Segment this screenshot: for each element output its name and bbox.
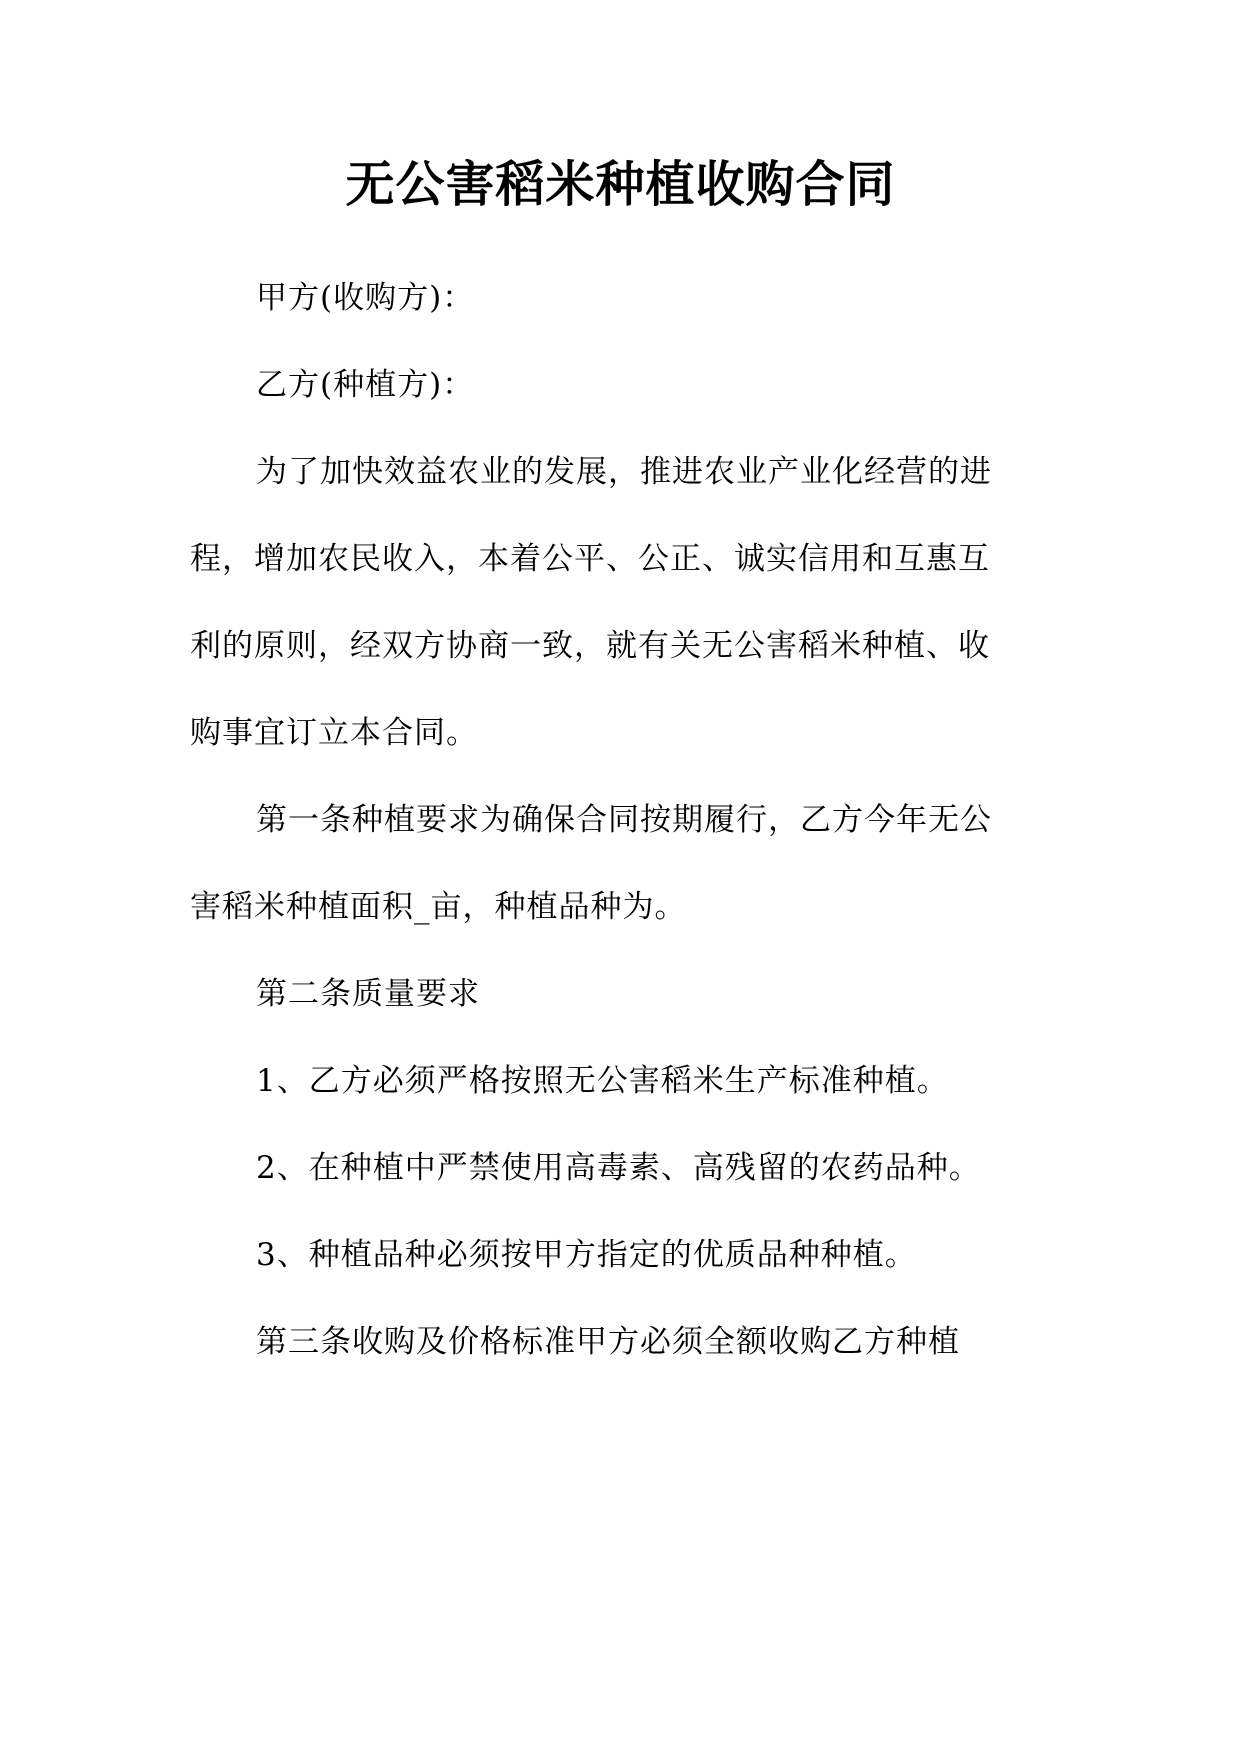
- article2-item-3: 3、种植品种必须按甲方指定的优质品种种植。: [256, 1237, 917, 1273]
- intro-line-4: 购事宜订立本合同。: [190, 715, 478, 751]
- article1-line-1: 第一条种植要求为确保合同按期履行，乙方今年无公: [256, 802, 992, 838]
- article3-line-1: 第三条收购及价格标准甲方必须全额收购乙方种植: [256, 1324, 960, 1360]
- article2-item-2: 2、在种植中严禁使用高毒素、高残留的农药品种。: [256, 1150, 981, 1186]
- document-title: 无公害稻米种植收购合同: [345, 156, 896, 213]
- article2-heading: 第二条质量要求: [256, 976, 480, 1012]
- article2-item-1: 1、乙方必须严格按照无公害稻米生产标准种植。: [256, 1063, 949, 1099]
- party-a-line: 甲方(收购方)：: [256, 280, 475, 316]
- article1-line-2: 害稻米种植面积_亩，种植品种为。: [190, 889, 687, 925]
- intro-line-2: 程，增加农民收入，本着公平、公正、诚实信用和互惠互: [190, 541, 990, 577]
- intro-line-1: 为了加快效益农业的发展，推进农业产业化经营的进: [256, 454, 992, 490]
- intro-line-3: 利的原则，经双方协商一致，就有关无公害稻米种植、收: [190, 628, 990, 664]
- party-b-line: 乙方(种植方)：: [256, 367, 475, 403]
